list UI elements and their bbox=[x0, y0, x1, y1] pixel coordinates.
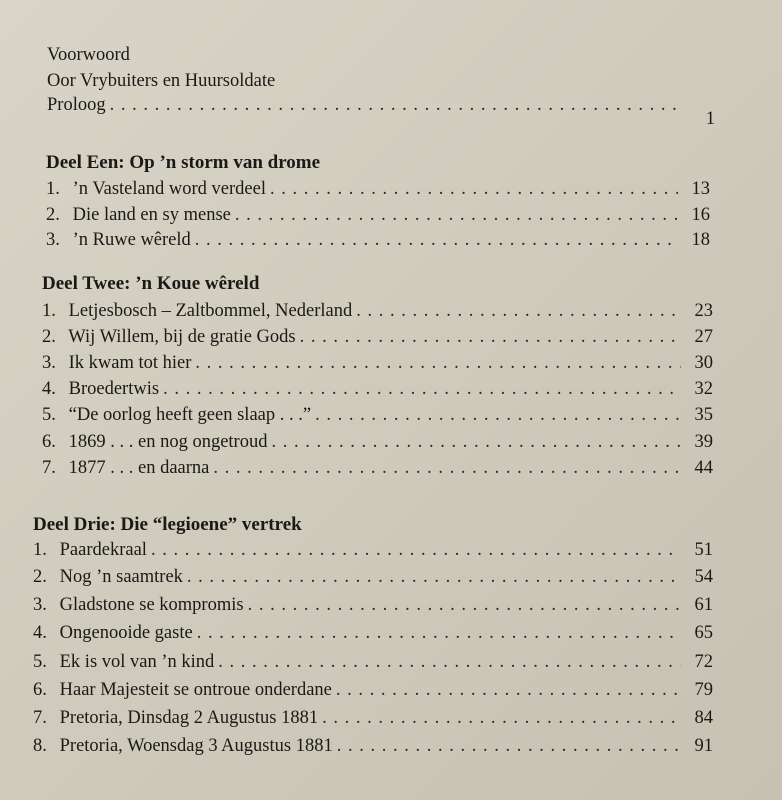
chapter-number: 4. bbox=[42, 379, 56, 399]
page-number: 54 bbox=[694, 567, 713, 587]
dot-leader bbox=[187, 568, 681, 587]
chapter-title: Gladstone se kompromis bbox=[59, 595, 244, 615]
page-number: 30 bbox=[694, 353, 713, 373]
part-heading: Deel Drie: Die “legioene” vertrek bbox=[33, 514, 302, 535]
chapter-title: Pretoria, Dinsdag 2 Augustus 1881 bbox=[59, 708, 319, 728]
dot-leader bbox=[110, 96, 683, 115]
chapter-number: 2. bbox=[46, 205, 60, 225]
chapter-entry bbox=[42, 459, 713, 478]
dot-leader bbox=[248, 596, 681, 615]
dot-leader bbox=[315, 406, 681, 425]
chapter-number: 2. bbox=[42, 327, 56, 347]
page-number: 79 bbox=[694, 680, 713, 700]
chapter-entry bbox=[33, 624, 713, 643]
chapter-title: Broedertwis bbox=[68, 379, 160, 399]
page-number: 1 bbox=[705, 109, 715, 129]
dot-leader bbox=[322, 709, 681, 728]
chapter-entry bbox=[42, 433, 713, 452]
chapter-title: “De oorlog heeft geen slaap . . .” bbox=[68, 405, 312, 425]
page-number: 51 bbox=[694, 540, 713, 560]
chapter-number: 3. bbox=[33, 595, 47, 615]
chapter-entry bbox=[33, 568, 713, 587]
chapter-title: ’n Ruwe wêreld bbox=[72, 230, 191, 250]
chapter-number: 6. bbox=[42, 432, 56, 452]
chapter-title: Wij Willem, bij de gratie Gods bbox=[68, 327, 296, 347]
dot-leader bbox=[300, 328, 681, 347]
chapter-title: Letjesbosch – Zaltbommel, Nederland bbox=[68, 301, 353, 321]
chapter-entry bbox=[33, 653, 713, 672]
chapter-entry bbox=[33, 681, 713, 700]
dot-leader bbox=[218, 653, 681, 672]
chapter-entry bbox=[42, 380, 713, 399]
dot-leader bbox=[337, 737, 681, 756]
chapter-entry bbox=[33, 541, 713, 560]
chapter-number: 5. bbox=[33, 652, 47, 672]
page-number: 65 bbox=[694, 623, 713, 643]
subtitle-entry: Oor Vrybuiters en Huursoldate bbox=[47, 71, 276, 91]
chapter-entry bbox=[46, 231, 710, 250]
dot-leader bbox=[151, 541, 681, 560]
dot-leader bbox=[336, 681, 681, 700]
dot-leader bbox=[356, 302, 681, 321]
chapter-entry bbox=[33, 737, 713, 756]
chapter-title: ’n Vasteland word verdeel bbox=[72, 179, 266, 199]
dot-leader bbox=[270, 180, 678, 199]
chapter-title: Ongenooide gaste bbox=[59, 623, 193, 643]
dot-leader bbox=[163, 380, 681, 399]
chapter-title: Nog ’n saamtrek bbox=[59, 567, 183, 587]
chapter-number: 3. bbox=[42, 353, 56, 373]
chapter-title: Ek is vol van ’n kind bbox=[59, 652, 215, 672]
chapter-entry bbox=[42, 354, 713, 373]
dot-leader bbox=[195, 354, 681, 373]
chapter-number: 1. bbox=[42, 301, 56, 321]
page-number: 84 bbox=[694, 708, 713, 728]
page-number: 44 bbox=[694, 458, 713, 478]
page-number: 23 bbox=[694, 301, 713, 321]
page-number: 72 bbox=[694, 652, 713, 672]
part-heading: Deel Twee: ’n Koue wêreld bbox=[42, 273, 260, 294]
chapter-number: 1. bbox=[33, 540, 47, 560]
foreword-entry: Voorwoord bbox=[47, 45, 130, 65]
chapter-title: 1869 . . . en nog ongetroud bbox=[68, 432, 268, 452]
chapter-number: 3. bbox=[46, 230, 60, 250]
dot-leader bbox=[195, 231, 678, 250]
chapter-title: Pretoria, Woensdag 3 Augustus 1881 bbox=[59, 736, 333, 756]
chapter-title: Haar Majesteit se ontroue onderdane bbox=[59, 680, 332, 700]
chapter-entry bbox=[33, 596, 713, 615]
chapter-entry bbox=[46, 180, 710, 199]
dot-leader bbox=[213, 459, 681, 478]
chapter-entry bbox=[33, 709, 713, 728]
chapter-title: Die land en sy mense bbox=[72, 205, 231, 225]
chapter-entry bbox=[42, 406, 713, 425]
page-number: 16 bbox=[691, 205, 710, 225]
chapter-entry bbox=[42, 328, 713, 347]
chapter-entry bbox=[46, 206, 710, 225]
page-number: 13 bbox=[691, 179, 710, 199]
chapter-title: Paardekraal bbox=[59, 540, 147, 560]
chapter-entry bbox=[42, 302, 713, 321]
chapter-number: 2. bbox=[33, 567, 47, 587]
page-number: 91 bbox=[694, 736, 713, 756]
part-heading: Deel Een: Op ’n storm van drome bbox=[46, 152, 321, 173]
chapter-title: 1877 . . . en daarna bbox=[68, 458, 210, 478]
page-number: 18 bbox=[691, 230, 710, 250]
chapter-number: 6. bbox=[33, 680, 47, 700]
dot-leader bbox=[197, 624, 681, 643]
prologue-title: Proloog bbox=[47, 95, 106, 115]
page-number: 61 bbox=[694, 595, 713, 615]
chapter-number: 1. bbox=[46, 179, 60, 199]
page-number: 35 bbox=[694, 405, 713, 425]
page-number: 27 bbox=[694, 327, 713, 347]
chapter-number: 8. bbox=[33, 736, 47, 756]
page-number: 39 bbox=[694, 432, 713, 452]
dot-leader bbox=[235, 206, 678, 225]
page-number: 32 bbox=[694, 379, 713, 399]
dot-leader bbox=[271, 433, 681, 452]
chapter-number: 4. bbox=[33, 623, 47, 643]
chapter-number: 7. bbox=[42, 458, 56, 478]
chapter-title: Ik kwam tot hier bbox=[68, 353, 192, 373]
chapter-number: 7. bbox=[33, 708, 47, 728]
prologue-entry bbox=[47, 95, 715, 129]
chapter-number: 5. bbox=[42, 405, 56, 425]
